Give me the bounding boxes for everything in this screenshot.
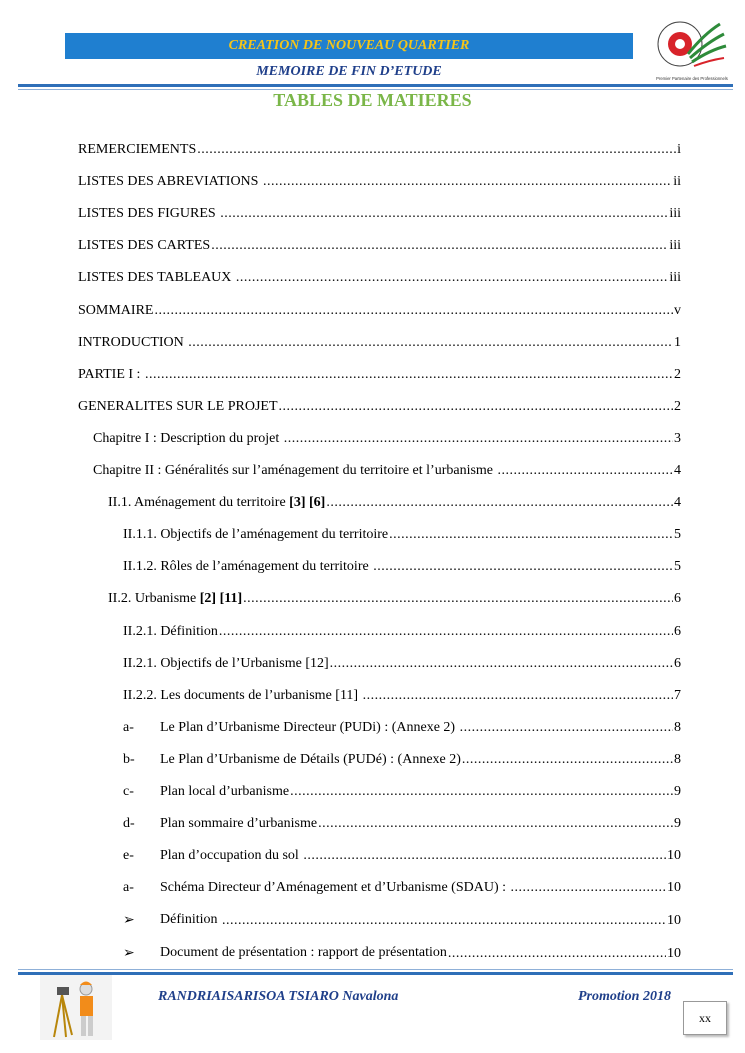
- logo-caption: Premier Partenaire des Professionnels: [656, 76, 728, 81]
- toc-entry-leader: [243, 591, 673, 607]
- school-logo: [654, 14, 730, 84]
- toc-entry-marker: e-: [123, 848, 134, 864]
- toc-entry[interactable]: [78, 720, 681, 740]
- toc-entry-label: [78, 303, 153, 319]
- toc-entry-page: 4: [674, 463, 681, 478]
- toc-entry-label: [123, 912, 221, 929]
- toc-entry-page: 9: [674, 784, 681, 799]
- toc-entry-marker: a-: [123, 719, 134, 735]
- toc-entry-leader: [284, 431, 673, 447]
- toc-entry-page: 7: [674, 687, 681, 703]
- toc-entry[interactable]: [78, 688, 681, 708]
- toc-entry-title: Plan sommaire d’urbanisme: [160, 816, 318, 832]
- toc-entry-leader: [498, 463, 673, 479]
- toc-entry-marker: a-: [123, 880, 134, 896]
- toc-entry-label: [93, 431, 283, 447]
- toc-entry[interactable]: [78, 399, 681, 419]
- toc-entry-page: iii: [669, 270, 681, 286]
- toc-entry[interactable]: [78, 784, 681, 804]
- toc-entry-page: 4: [674, 495, 681, 511]
- toc-entry[interactable]: [78, 206, 681, 226]
- toc-entry-label: [123, 816, 317, 832]
- toc-entry-label: [123, 784, 289, 800]
- toc-entry-page: v: [674, 302, 681, 318]
- toc-entry-label: [123, 527, 388, 543]
- toc-entry-page: 6: [674, 655, 681, 671]
- toc-entry[interactable]: [78, 142, 681, 162]
- toc-entry-label: [123, 720, 459, 736]
- toc-entry-label: [78, 174, 262, 190]
- toc-entry-title: Le Plan d’Urbanisme de Détails (PUDé) : (Annexe 2): [160, 751, 461, 767]
- toc-entry-label: [108, 495, 325, 511]
- toc-entry-title: LISTES DES CARTES: [78, 238, 211, 254]
- toc-entry-label: [78, 399, 278, 415]
- toc-entry-page: i: [677, 142, 681, 157]
- toc-entry-title: REMERCIEMENTS: [78, 142, 197, 157]
- toc-entry-page: iii: [669, 238, 681, 254]
- toc-entry[interactable]: [78, 431, 681, 451]
- toc-entry-title: INTRODUCTION: [78, 334, 188, 350]
- toc-entry[interactable]: [78, 174, 681, 194]
- toc-entry[interactable]: [78, 945, 681, 965]
- toc-entry[interactable]: [78, 527, 681, 547]
- toc-entry-leader: [219, 624, 673, 640]
- page-heading: TABLES DE MATIERES: [273, 90, 472, 110]
- toc-entry-label: [78, 206, 219, 222]
- toc-entry-leader: [303, 848, 666, 864]
- toc-entry-leader: [448, 946, 666, 962]
- toc-entry[interactable]: [78, 463, 681, 483]
- toc-entry[interactable]: [78, 624, 681, 644]
- footer-author: RANDRIAISARISOA TSIARO Navalona: [158, 989, 399, 1004]
- toc-entry-page: ii: [673, 174, 681, 190]
- toc-entry-page: 5: [674, 559, 681, 575]
- toc-entry-page: 5: [674, 527, 681, 543]
- toc-entry-leader: [462, 752, 673, 768]
- toc-entry-page: 6: [674, 591, 681, 607]
- toc-entry[interactable]: [78, 559, 681, 579]
- header-banner: CREATION DE NOUVEAU QUARTIER: [65, 33, 633, 59]
- toc-entry-leader: [318, 816, 673, 832]
- toc-entry-title: II.1. Aménagement du territoire: [108, 495, 290, 511]
- toc-entry-title: Le Plan d’Urbanisme Directeur (PUDi) : (Annexe 2): [160, 719, 459, 735]
- toc-entry-label: [123, 688, 362, 704]
- toc-entry-label: [123, 945, 447, 962]
- toc-entry[interactable]: [78, 495, 681, 515]
- toc-entry-title: LISTES DES ABREVIATIONS: [78, 174, 262, 190]
- toc-entry-reference: [2] [11]: [199, 591, 243, 607]
- toc-entry-leader: [197, 142, 676, 158]
- toc-entry-title: II.2.2. Les documents de l’urbanisme [11]: [123, 687, 362, 703]
- toc-entry-title: II.1.2. Rôles de l’aménagement du territoire: [123, 559, 373, 575]
- toc-entry-leader: [188, 335, 673, 351]
- surveyor-illustration: [40, 975, 112, 1040]
- toc-entry-marker: ➢: [123, 945, 135, 961]
- toc-entry-leader: [154, 303, 673, 319]
- toc-entry-title: Chapitre I : Description du projet: [93, 430, 283, 446]
- toc-entry[interactable]: [78, 880, 681, 900]
- toc-entry-label: [78, 238, 210, 254]
- toc-entry-marker: d-: [123, 816, 135, 832]
- toc-entry-leader: [330, 656, 673, 672]
- toc-entry-page: 10: [667, 880, 681, 896]
- toc-entry-label: [123, 624, 218, 640]
- toc-entry-leader: [211, 238, 668, 254]
- toc-entry-title: GENERALITES SUR LE PROJET: [78, 398, 278, 414]
- toc-entry-marker: b-: [123, 751, 135, 767]
- toc-entry-reference: [3] [6]: [289, 495, 326, 511]
- toc-entry-page: 10: [667, 945, 681, 961]
- toc-entry-title: Définition: [160, 912, 222, 928]
- toc-entry[interactable]: [78, 848, 681, 868]
- toc-entry[interactable]: [78, 303, 681, 323]
- toc-entry-title: Plan d’occupation du sol: [160, 848, 303, 864]
- toc-entry-title: II.1.1. Objectifs de l’aménagement du territoire: [123, 527, 389, 543]
- toc-entry-title: II.2. Urbanisme: [108, 591, 200, 607]
- toc-entry-label: [78, 335, 187, 351]
- footer-promotion: Promotion 2018: [578, 989, 671, 1004]
- toc-entry-leader: [220, 206, 668, 222]
- toc-entry-label: [93, 463, 497, 479]
- toc-entry-page: 10: [667, 913, 681, 929]
- toc-entry-page: 9: [674, 816, 681, 832]
- toc-entry-page: iii: [669, 206, 681, 222]
- toc-entry[interactable]: [78, 238, 681, 258]
- document-subtitle: MEMOIRE DE FIN D’ETUDE: [256, 64, 442, 79]
- toc-entry-leader: [460, 720, 673, 736]
- toc-entry-title: LISTES DES FIGURES: [78, 206, 220, 222]
- toc-entry-label: [123, 752, 461, 768]
- toc-entry-title: Document de présentation : rapport de présentation: [160, 944, 447, 960]
- toc-entry-title: II.2.1. Définition: [123, 623, 218, 639]
- toc-entry-leader: [511, 880, 667, 896]
- toc-entry-title: SOMMAIRE: [78, 302, 154, 318]
- toc-entry-title: LISTES DES TABLEAUX: [78, 270, 235, 286]
- toc-entry-label: [78, 142, 196, 158]
- toc-entry-label: [108, 591, 242, 607]
- toc-entry[interactable]: [78, 752, 681, 772]
- toc-entry[interactable]: [78, 591, 681, 611]
- toc-entry-leader: [236, 270, 668, 286]
- toc-entry-title: PARTIE I :: [78, 366, 144, 382]
- toc-entry-page: 6: [674, 623, 681, 639]
- footer-rule-thin: [18, 969, 733, 970]
- toc-entry[interactable]: [78, 912, 681, 932]
- toc-entry-page: 8: [674, 751, 681, 767]
- toc-entry-leader: [263, 174, 672, 190]
- toc-entry-page: 10: [667, 848, 681, 864]
- toc-entry-leader: [363, 688, 673, 704]
- toc-entry-page: 8: [674, 719, 681, 735]
- toc-entry-page: 1: [674, 334, 681, 350]
- toc-entry-leader: [222, 913, 666, 929]
- toc-entry-page: 3: [674, 430, 681, 446]
- toc-entry-title: Schéma Directeur d’Aménagement et d’Urbanisme (SDAU) :: [160, 880, 510, 896]
- toc-entry-leader: [290, 784, 673, 800]
- footer-rule: [18, 972, 733, 975]
- toc-entry-label: [78, 367, 144, 383]
- toc-entry-leader: [373, 559, 673, 575]
- toc-entry-title: Chapitre II : Généralités sur l’aménagement du territoire et l’urbanisme: [93, 463, 497, 478]
- toc-entry-label: [123, 880, 510, 896]
- toc-entry-title: Plan local d’urbanisme: [160, 784, 290, 799]
- toc-entry[interactable]: [78, 335, 681, 355]
- toc-entry-label: [123, 559, 372, 575]
- toc-entry[interactable]: [78, 656, 681, 676]
- toc-entry-leader: [326, 495, 673, 511]
- toc-entry-page: 2: [674, 366, 681, 382]
- toc-entry-marker: ➢: [123, 913, 135, 929]
- header-rule: [18, 84, 733, 87]
- toc-entry-label: [78, 270, 235, 286]
- toc-entry[interactable]: [78, 270, 681, 290]
- toc-entry[interactable]: [78, 816, 681, 836]
- toc-entry-label: [123, 656, 329, 672]
- toc-entry-page: 2: [674, 398, 681, 414]
- toc-entry-label: [123, 848, 302, 864]
- toc-entry-leader: [279, 399, 674, 415]
- toc-entry-title: II.2.1. Objectifs de l’Urbanisme [12]: [123, 655, 329, 671]
- toc-entry-leader: [389, 527, 673, 543]
- toc-entry-leader: [145, 367, 673, 383]
- toc-entry[interactable]: [78, 367, 681, 387]
- toc-entry-marker: c-: [123, 784, 134, 799]
- page-number: xx: [683, 1001, 727, 1035]
